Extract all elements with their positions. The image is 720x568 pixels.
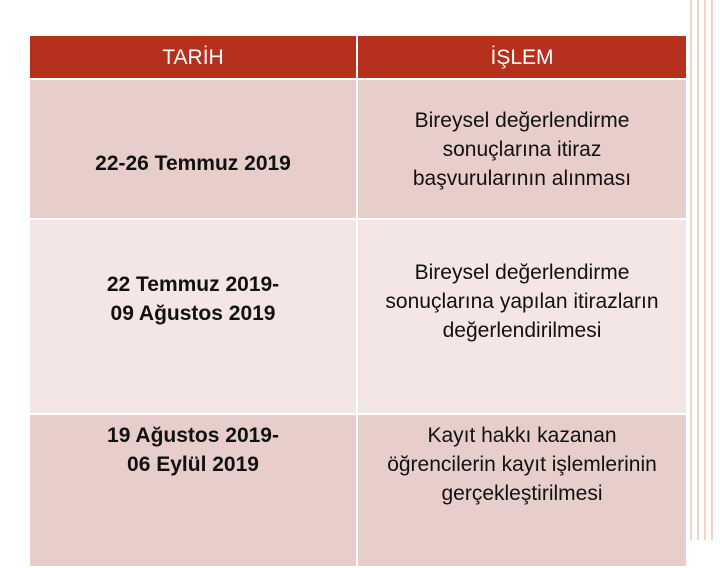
date-cell bbox=[29, 414, 357, 567]
operation-text: başvurularının alınması bbox=[412, 166, 632, 190]
decorative-stripe bbox=[711, 0, 713, 540]
decorative-stripe bbox=[690, 0, 692, 540]
date-text: 19 Ağustos 2019- bbox=[107, 424, 279, 447]
date-text: 09 Ağustos 2019 bbox=[110, 301, 276, 325]
decorative-stripe bbox=[704, 0, 706, 540]
operation-text: Kayıt hakkı kazanan bbox=[427, 424, 617, 447]
header-operation: İŞLEM bbox=[357, 35, 687, 79]
operation-text: öğrencilerin kayıt işlemlerinin bbox=[387, 453, 657, 476]
operation-cell bbox=[357, 219, 687, 414]
schedule-table bbox=[28, 34, 688, 568]
date-cell bbox=[29, 219, 357, 414]
operation-cell bbox=[357, 414, 687, 567]
table-row bbox=[29, 219, 687, 414]
operation-text: Bireysel değerlendirme bbox=[414, 108, 630, 132]
table-header-row bbox=[29, 35, 687, 79]
date-text: 22 Temmuz 2019- bbox=[106, 272, 280, 296]
operation-text: değerlendirilmesi bbox=[442, 319, 602, 342]
operation-text: gerçekleştirilmesi bbox=[441, 482, 603, 505]
operation-cell bbox=[357, 79, 687, 219]
date-text: 22-26 Temmuz 2019 bbox=[95, 151, 291, 175]
date-text: 06 Eylül 2019 bbox=[127, 453, 259, 476]
decorative-stripe bbox=[697, 0, 699, 540]
header-date: TARİH bbox=[29, 35, 357, 79]
table-row bbox=[29, 414, 687, 567]
operation-text: sonuçlarına yapılan itirazların bbox=[385, 290, 659, 313]
operation-text: Bireysel değerlendirme bbox=[414, 261, 630, 284]
date-cell bbox=[29, 79, 357, 219]
table-row bbox=[29, 79, 687, 219]
operation-text: sonuçlarına itiraz bbox=[442, 137, 602, 161]
